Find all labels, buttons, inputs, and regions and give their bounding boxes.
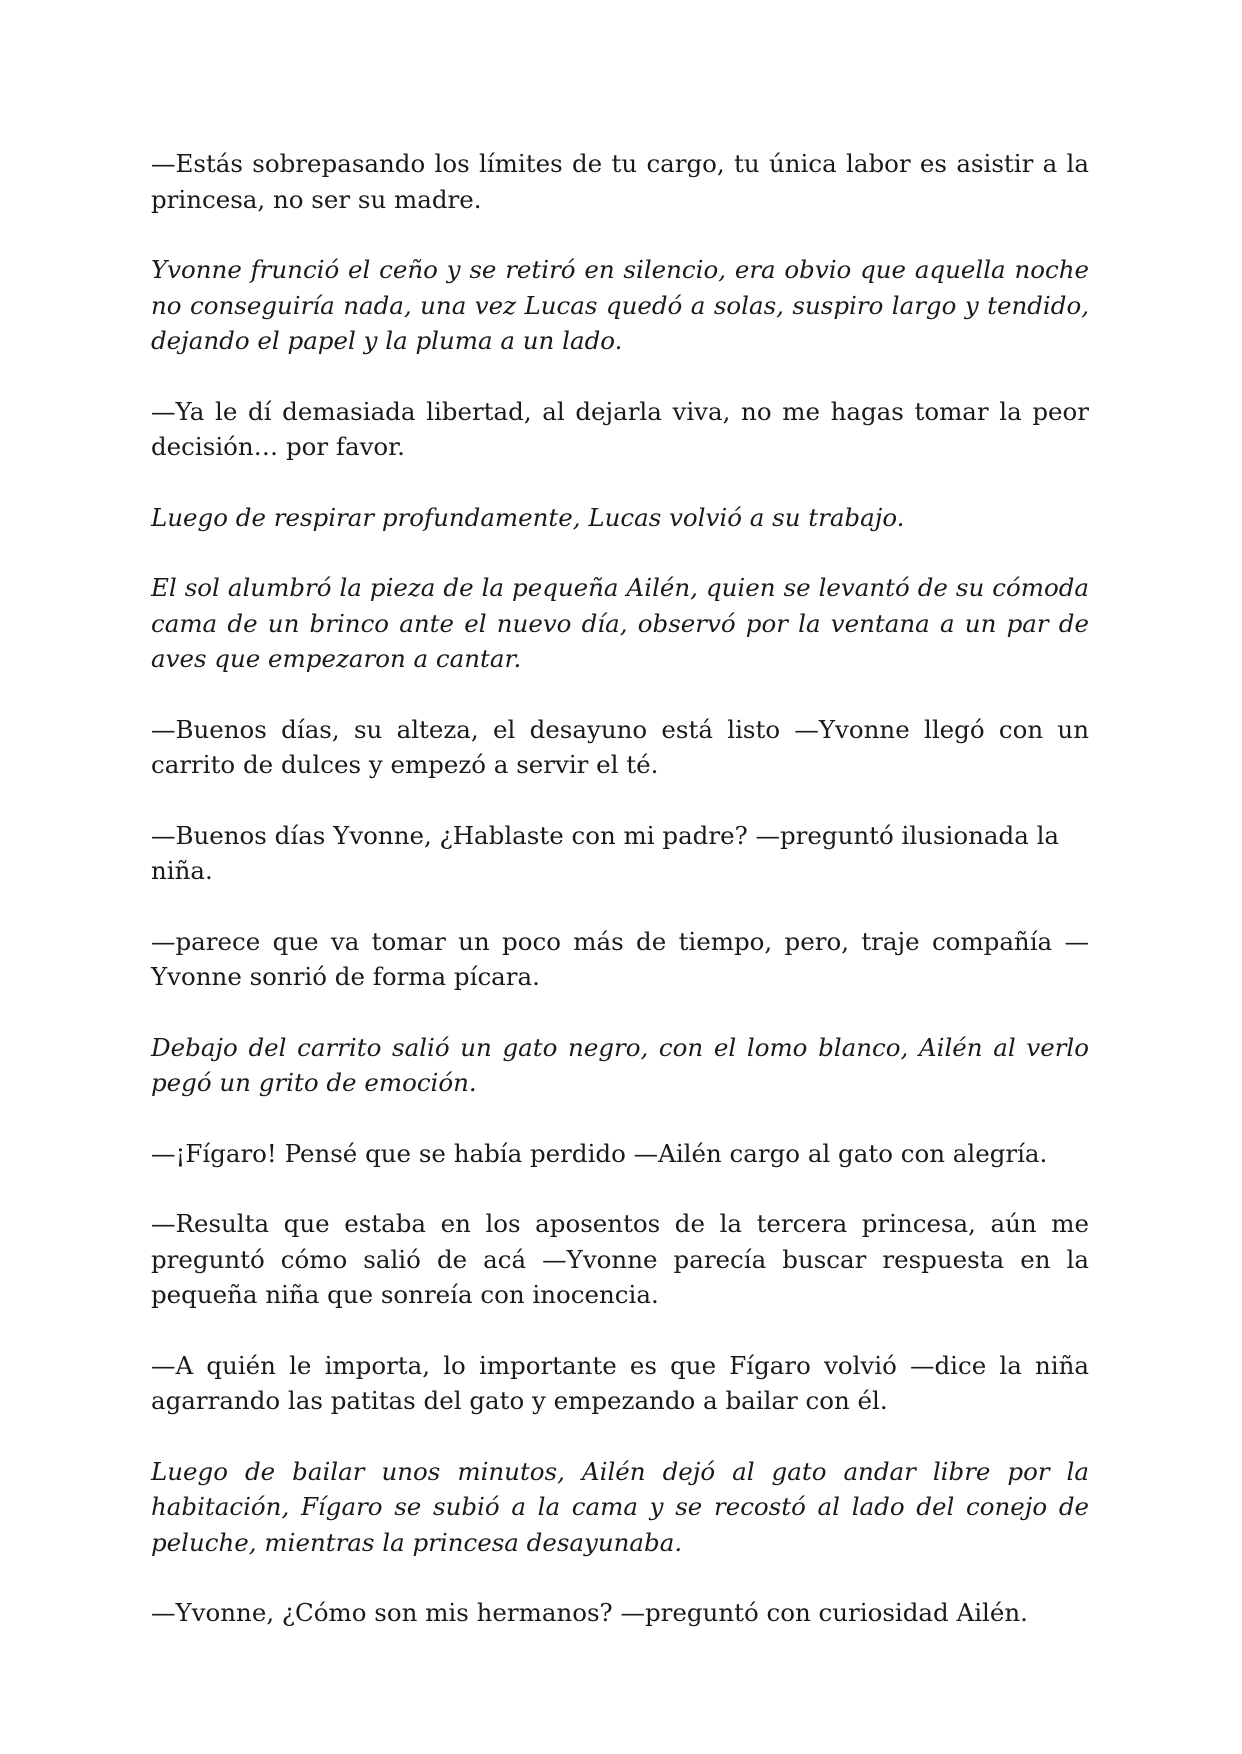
text-body bbox=[151, 146, 1089, 1666]
paragraph: —Estás sobrepasando los límites de tu cargo, tu única labor es asistir a la princesa, no ser su madre. bbox=[151, 149, 1089, 214]
paragraph: —parece que va tomar un poco más de tiempo, pero, traje compañía —Yvonne sonrió de forma pícara. bbox=[151, 926, 1089, 991]
paragraph: —Ya le dí demasiada libertad, al dejarla viva, no me hagas tomar la peor decisión… por favor. bbox=[151, 396, 1089, 461]
paragraph: —Resulta que estaba en los aposentos de la tercera princesa, aún me preguntó cómo salió de acá —Yvonne parecía buscar respuesta en la pequeña niña que sonreía con inocencia. bbox=[151, 1209, 1089, 1309]
paragraph: Luego de respirar profundamente, Lucas volvió a su trabajo. bbox=[151, 502, 905, 532]
paragraph: El sol alumbró la pieza de la pequeña Ailén, quien se levantó de su cómoda cama de un brinco ante el nuevo día, observó por la ventana a un par de aves que empezaron a cantar. bbox=[151, 573, 1089, 673]
paragraph: —Buenos días, su alteza, el desayuno está listo —Yvonne llegó con un carrito de dulces y empezó a servir el té. bbox=[151, 714, 1089, 779]
paragraph: Debajo del carrito salió un gato negro, con el lomo blanco, Ailén al verlo pegó un grito de emoción. bbox=[151, 1032, 1089, 1097]
paragraph: —Buenos días Yvonne, ¿Hablaste con mi padre? —preguntó ilusionada la niña. bbox=[151, 820, 1060, 885]
paragraph: —¡Fígaro! Pensé que se había perdido —Ailén cargo al gato con alegría. bbox=[151, 1138, 1048, 1168]
paragraph: —A quién le importa, lo importante es que Fígaro volvió —dice la niña agarrando las patitas del gato y empezando a bailar con él. bbox=[151, 1350, 1089, 1415]
paragraph: Yvonne frunció el ceño y se retiró en silencio, era obvio que aquella noche no conseguiría nada, una vez Lucas quedó a solas, suspiro largo y tendido, dejando el papel y la pluma a un lado. bbox=[151, 255, 1089, 355]
paragraph: —Yvonne, ¿Cómo son mis hermanos? —preguntó con curiosidad Ailén. bbox=[151, 1598, 1028, 1627]
paragraph: Luego de bailar unos minutos, Ailén dejó al gato andar libre por la habitación, Fígaro se subió a la cama y se recostó al lado del conejo de peluche, mientras la princesa desayunaba. bbox=[151, 1456, 1089, 1557]
